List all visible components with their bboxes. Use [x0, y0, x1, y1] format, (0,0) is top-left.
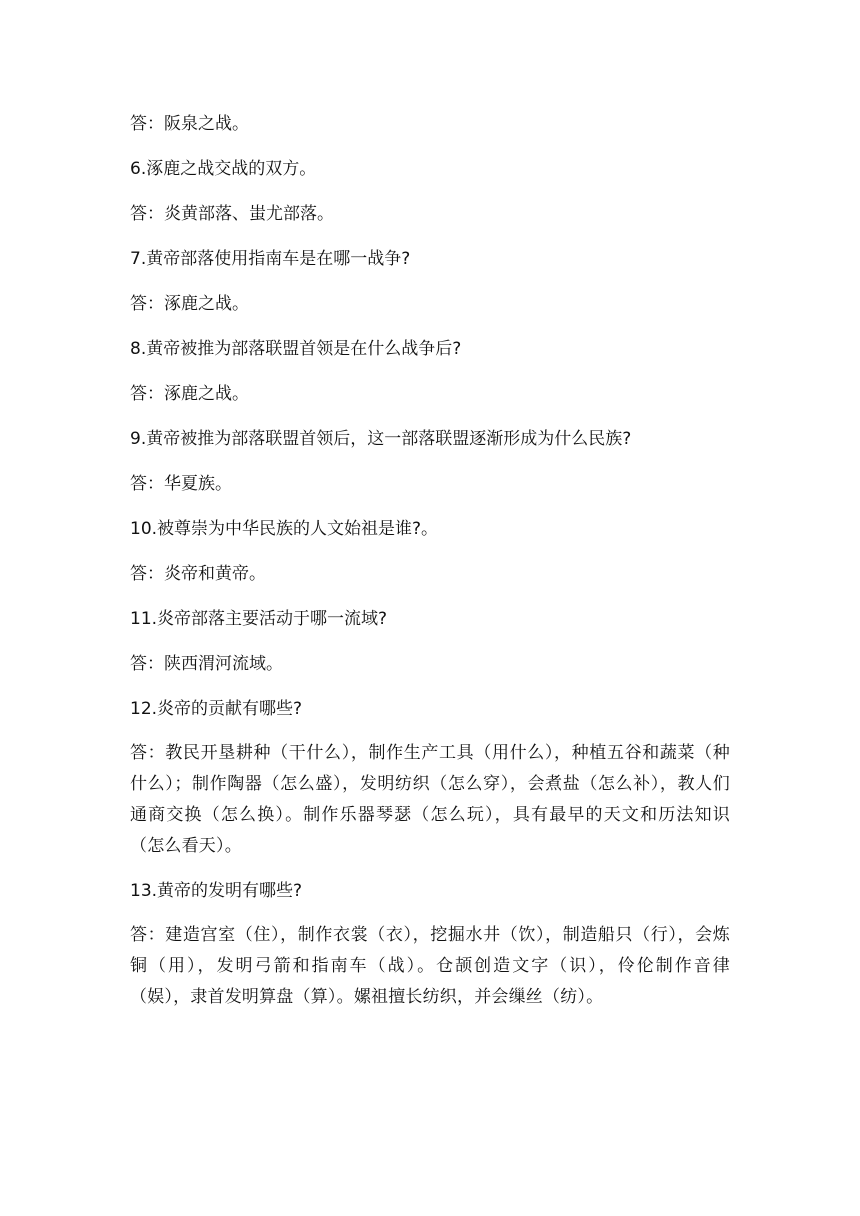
answer-5: 答：阪泉之战。: [130, 114, 249, 134]
question-8: 8.黄帝被推为部落联盟首领是在什么战争后?: [130, 339, 462, 359]
question-9: 9.黄帝被推为部落联盟首领后，这一部落联盟逐渐形成为什么民族?: [130, 429, 632, 449]
answer-6: 答：炎黄部落、蚩尤部落。: [130, 204, 334, 224]
answer-13: 答：建造宫室（住），制作衣裳（衣），挖掘水井（饮），制造船只（行），会炼铜（用），发明弓箭和指南车（战）。仓颉创造文字（识），伶伦制作音律（娱），隶首发明算盘（算）。嫘祖擅长纺织，并会缫丝（纺）。: [130, 925, 730, 1007]
answer-12: 答：教民开垦耕种（干什么），制作生产工具（用什么），种植五谷和蔬菜（种什么）；制作陶器（怎么盛），发明纺织（怎么穿），会煮盐（怎么补），教人们通商交换（怎么换）。制作乐器琴瑟（怎么玩），具有最早的天文和历法知识（怎么看天）。: [130, 743, 730, 856]
question-10: 10.被尊崇为中华民族的人文始祖是谁?。: [130, 519, 439, 539]
question-12: 12.炎帝的贡献有哪些?: [130, 699, 303, 719]
answer-10: 答：炎帝和黄帝。: [130, 564, 266, 584]
question-6: 6.涿鹿之战交战的双方。: [130, 159, 317, 179]
answer-7: 答：涿鹿之战。: [130, 294, 249, 314]
document-body: [130, 113, 730, 1031]
answer-11: 答：陕西渭河流域。: [130, 654, 283, 674]
answer-8: 答：涿鹿之战。: [130, 384, 249, 404]
answer-9: 答：华夏族。: [130, 474, 232, 494]
question-11: 11.炎帝部落主要活动于哪一流域?: [130, 609, 388, 629]
question-13: 13.黄帝的发明有哪些?: [130, 881, 303, 901]
question-7: 7.黄帝部落使用指南车是在哪一战争?: [130, 249, 411, 269]
